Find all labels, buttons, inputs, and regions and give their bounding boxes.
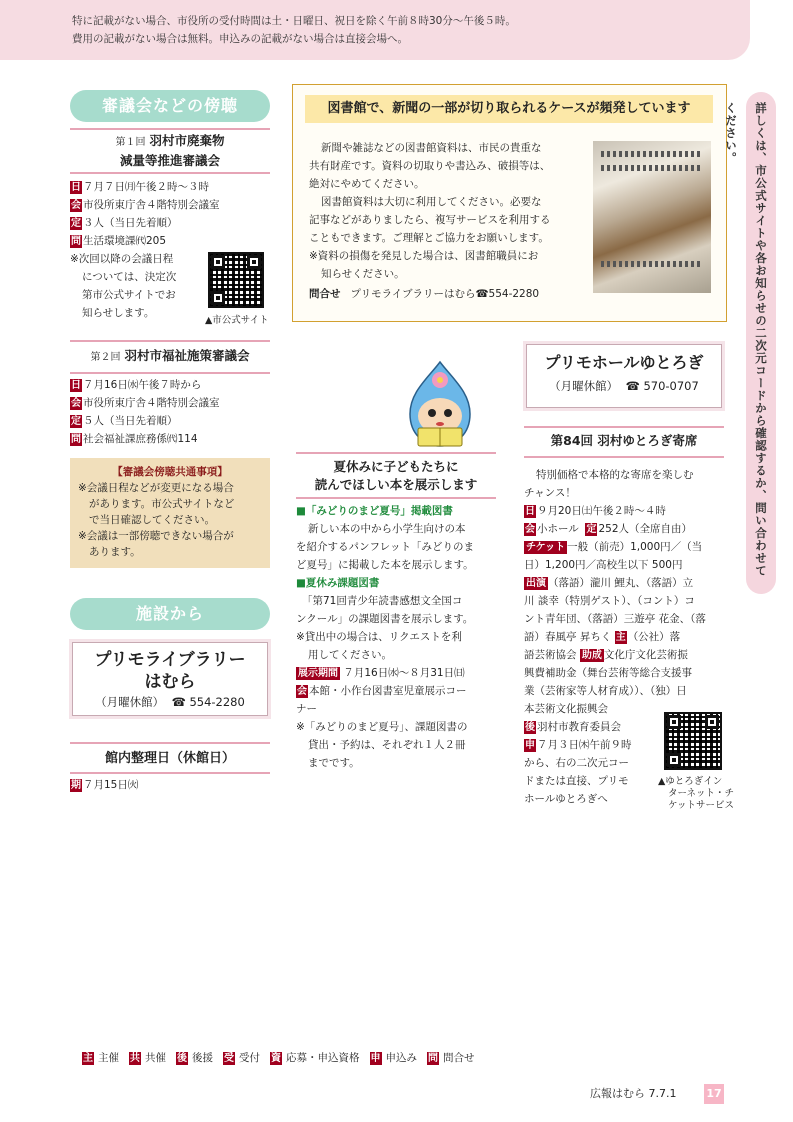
hall-apply-4: ホールゆとろぎへ	[524, 793, 608, 805]
hall-grant-4: 本芸術文化振興会	[524, 703, 608, 715]
qr-caption-1: ▲ゆとろぎイン	[658, 776, 723, 787]
legend-tag: 受	[224, 1053, 234, 1064]
hall-grant-1: 文化庁文化芸術振	[603, 649, 688, 661]
legend-label: 後援	[192, 1052, 213, 1064]
divider	[296, 452, 496, 454]
divider	[296, 497, 496, 499]
newspaper-notice-body	[309, 139, 589, 303]
venue-tag: 会	[71, 398, 81, 409]
newspaper-notice-box	[292, 84, 727, 322]
newspaper-p7: ※資料の損傷を発見した場合は、図書館職員にお	[309, 250, 539, 262]
hall-info-box	[526, 344, 722, 408]
library-closed-day: （月曜休館）	[95, 695, 165, 709]
meeting-1-round: 第１回	[115, 137, 146, 148]
summer-n2: 貸出・予約は、それぞれ１人２冊	[308, 739, 466, 751]
hall-ticket-1: 一般（前売）1,000円／（当	[567, 541, 703, 553]
hall-cast-1: （落語）瀧川 鯉丸、（落語）立	[548, 577, 694, 589]
library-info-box	[72, 642, 268, 716]
summer-title-2: 読んでほしい本を展示します	[314, 477, 478, 492]
maintenance-date: ７月15日㈫	[83, 779, 139, 791]
summer-a2: を紹介するパンフレット「みどりのま	[296, 541, 474, 553]
newspaper-p6: こともできます。ご理解とご協力をお願いします。	[309, 232, 549, 244]
hall-cast-2: 川 談幸（特別ゲスト）、（コント）コ	[524, 595, 695, 607]
hall-organizer-1: （公社）落	[627, 631, 681, 643]
meeting-1-date: ７月７日㈪午後２時〜３時	[83, 181, 209, 193]
ticket-service-qr-icon[interactable]	[664, 712, 722, 770]
common-notes-title: 【審議会傍聴共通事項】	[112, 466, 228, 478]
newspaper-p3: 絶対にやめてください。	[309, 178, 425, 190]
common-note-3: で当日確認してください。	[89, 514, 215, 526]
hall-ticket-2: 日）1,200円／高校生以下 500円	[524, 559, 683, 571]
capacity-tag: 定	[71, 416, 81, 427]
hall-capacity: 252人（全席自由）	[598, 523, 693, 535]
hall-grant-3: 業（芸術家等人材育成））、（独）日	[524, 685, 687, 697]
library-phone[interactable]: ☎ 554-2280	[171, 695, 245, 709]
side-note: 詳しくは、市公式サイトや各お知らせの二次元コードから確認するか、問い合わせてください。	[746, 92, 776, 594]
meeting-2-venue: 市役所東庁舎４階特別会議室	[83, 397, 220, 409]
inquiry-tag: 問	[71, 434, 81, 445]
legend-tag: 後	[177, 1053, 187, 1064]
date-tag: 日	[71, 182, 81, 193]
summer-n3: までです。	[308, 757, 360, 769]
legend-item	[129, 1050, 166, 1066]
notice-line-1: 特に記載がない場合、市役所の受付時間は土・日曜日、祝日を除く午前８時30分〜午後５時。	[72, 15, 516, 27]
summer-b3: ※貸出中の場合は、リクエストを利	[296, 631, 462, 643]
venue-tag: 会	[525, 524, 535, 535]
meeting-1-note-3: 第市公式サイトでお	[82, 289, 176, 301]
qr-caption-3: ケットサービス	[668, 800, 735, 811]
legend-tag: 共	[130, 1053, 140, 1064]
hall-phone[interactable]: ☎ 570-0707	[625, 379, 699, 393]
newspaper-inquiry-label: 問合せ	[309, 288, 341, 300]
common-note-4: ※会議は一部傍聴できない場合が	[78, 530, 234, 542]
hall-grant-2: 興費補助金（舞台芸術等総合支援事	[524, 667, 692, 679]
venue-tag: 会	[297, 686, 307, 697]
meeting-1-capacity: ３人（当日先着順）	[83, 217, 178, 229]
ticket-tag: チケット	[526, 542, 566, 553]
divider	[70, 372, 270, 374]
newspaper-p5: 記事などがありましたら、複写サービスを利用する	[309, 214, 551, 226]
facilities-header: 施設から	[70, 598, 270, 630]
legend-tag: 問	[428, 1053, 438, 1064]
library-name-2: はむら	[144, 672, 196, 692]
divider	[70, 742, 270, 744]
meeting-2-capacity: ５人（当日先着順）	[83, 415, 178, 427]
hall-date: ９月20日㈯午後２時〜４時	[537, 505, 666, 517]
hall-apply-1: ７月３日㈭午前９時	[537, 739, 632, 751]
exhibit-venue-1: 本館・小作台図書室児童展示コー	[309, 685, 467, 697]
hall-event-title: 第84回 羽村ゆとろぎ寄席	[550, 433, 698, 448]
summer-b2: ンクール」の課題図書を展示します。	[296, 613, 474, 625]
legend-tag: 資	[271, 1053, 281, 1064]
divider	[70, 772, 270, 774]
notice-banner	[0, 0, 750, 60]
legend-item	[223, 1050, 260, 1066]
newspaper-inquiry: プリモライブラリーはむら☎554-2280	[350, 288, 540, 300]
legend-label: 問合せ	[443, 1052, 475, 1064]
common-note-1: ※会議日程などが変更になる場合	[78, 482, 234, 494]
legend-item	[82, 1050, 119, 1066]
divider	[524, 426, 724, 428]
date-tag: 日	[525, 506, 535, 517]
date-tag: 日	[71, 380, 81, 391]
inquiry-tag: 問	[71, 236, 81, 247]
publication-name: 広報はむら 7.7.1	[590, 1087, 677, 1100]
library-name-1: プリモライブラリー	[94, 650, 246, 670]
meeting-1-title	[70, 132, 270, 170]
legend-item	[370, 1050, 418, 1066]
capacity-tag: 定	[71, 218, 81, 229]
summer-n1: ※「みどりのまど夏号」、課題図書の	[296, 721, 468, 733]
summer-heading-2: ■夏休み課題図書	[296, 577, 380, 589]
summer-body	[296, 502, 500, 772]
divider	[524, 456, 724, 458]
newspaper-p8: 知らせください。	[321, 268, 405, 280]
hall-closed-day: （月曜休館）	[549, 379, 619, 393]
hall-intro-1: 特別価格で本格的な寄席を楽しむ	[536, 469, 694, 481]
qr-caption-2: ターネット・チ	[668, 788, 735, 799]
newspaper-p1: 新聞や雑誌などの図書館資料は、市民の貴重な	[321, 142, 542, 154]
meeting-1-note-2: については、決定次	[82, 271, 177, 283]
legend-label: 応募・申込資格	[286, 1052, 360, 1064]
meeting-1-inquiry: 生活環境課㈹205	[83, 235, 167, 247]
hall-cast-3: ント青年団、（落語）三遊亭 花金、（落	[524, 613, 706, 625]
meeting-1-venue: 市役所東庁舎４階特別会議室	[83, 199, 220, 211]
summer-title	[296, 458, 496, 494]
hall-support: 羽村市教育委員会	[537, 721, 621, 733]
organizer-tag: 主	[615, 632, 626, 643]
hall-apply-2: から、右の二次元コー	[524, 757, 629, 769]
legend-tag: 申	[370, 1053, 381, 1064]
legend-label: 主催	[98, 1052, 119, 1064]
legend-label: 申込み	[385, 1052, 417, 1064]
venue-tag: 会	[71, 200, 81, 211]
hall-name: プリモホールゆとろぎ	[544, 353, 704, 372]
page-number: 17	[704, 1084, 724, 1104]
exhibit-venue-2: ナー	[296, 703, 317, 715]
meeting-1-title-2: 減量等推進審議会	[119, 153, 220, 168]
newspaper-notice-title: 図書館で、新聞の一部が切り取られるケースが頻発しています	[305, 95, 713, 123]
legend-item	[270, 1050, 360, 1066]
meeting-2-details	[70, 376, 270, 448]
notice-line-2: 費用の記載がない場合は無料。申込みの記載がない場合は直接会場へ。	[72, 33, 408, 45]
exhibit-period-tag: 展示期間	[298, 668, 338, 679]
maintenance-date-row	[70, 776, 138, 794]
divider	[70, 172, 270, 174]
city-site-qr-caption: ▲市公式サイト	[205, 315, 269, 326]
newspaper-p2: 共有財産です。資料の切取りや書込み、破損等は、	[309, 160, 551, 172]
summer-b4: 用してください。	[308, 649, 392, 661]
meeting-1-note-1: ※次回以降の会議日程	[70, 253, 174, 265]
torn-newspaper-photo	[593, 141, 711, 293]
hall-cast-4: 語）春風亭 昇ちく	[524, 631, 612, 643]
apply-tag: 申	[525, 740, 535, 751]
legend	[82, 1050, 475, 1066]
period-tag: 期	[71, 780, 81, 791]
exhibit-period: ７月16日㈬〜８月31日㈰	[343, 667, 465, 679]
summer-a1: 新しい本の中から小学生向けの本	[308, 523, 466, 535]
meeting-2-date: ７月16日㈬午後７時から	[83, 379, 202, 391]
council-header: 審議会などの傍聴	[70, 90, 270, 122]
hall-intro-2: チャンス！	[524, 487, 576, 499]
summer-a3: ど夏号」に掲載した本を展示します。	[296, 559, 474, 571]
hall-apply-3: ドまたは直接、プリモ	[524, 775, 629, 787]
legend-label: 共催	[145, 1052, 166, 1064]
summer-heading-1: ■「みどりのまど夏号」掲載図書	[296, 505, 453, 517]
divider	[70, 128, 270, 130]
legend-item	[176, 1050, 213, 1066]
council-common-notes	[70, 458, 270, 568]
newspaper-p4: 図書館資料は大切に利用してください。必要な	[321, 196, 542, 208]
maintenance-title: 館内整理日（休館日）	[104, 751, 235, 766]
summer-b1: 「第71回青少年読書感想文全国コ	[302, 595, 463, 607]
meeting-2-title-text: 羽村市福祉施策審議会	[124, 348, 250, 363]
meeting-1-note-4: 知らせします。	[82, 307, 155, 319]
city-site-qr-icon[interactable]	[208, 252, 264, 308]
legend-tag: 主	[83, 1053, 93, 1064]
divider	[70, 340, 270, 342]
common-note-2: があります。市公式サイトなど	[89, 498, 235, 510]
capacity-tag: 定	[586, 524, 597, 535]
legend-label: 受付	[239, 1052, 260, 1064]
mascot-reading-icon	[398, 358, 482, 454]
support-tag: 後	[525, 722, 535, 733]
meeting-1-title-1: 羽村市廃棄物	[149, 133, 225, 148]
common-note-5: あります。	[89, 546, 141, 558]
meeting-2-title	[70, 347, 270, 367]
hall-organizer-2: 語芸術協会	[524, 649, 577, 661]
summer-title-1: 夏休みに子どもたちに	[333, 459, 459, 474]
hall-venue: 小ホール	[537, 523, 579, 535]
legend-item	[427, 1050, 475, 1066]
cast-tag: 出演	[526, 578, 546, 589]
meeting-2-round: 第２回	[90, 352, 121, 363]
ticket-service-qr-caption	[658, 776, 734, 812]
meeting-2-inquiry: 社会福祉課庶務係㈹114	[83, 433, 198, 445]
grant-tag: 助成	[581, 650, 602, 661]
